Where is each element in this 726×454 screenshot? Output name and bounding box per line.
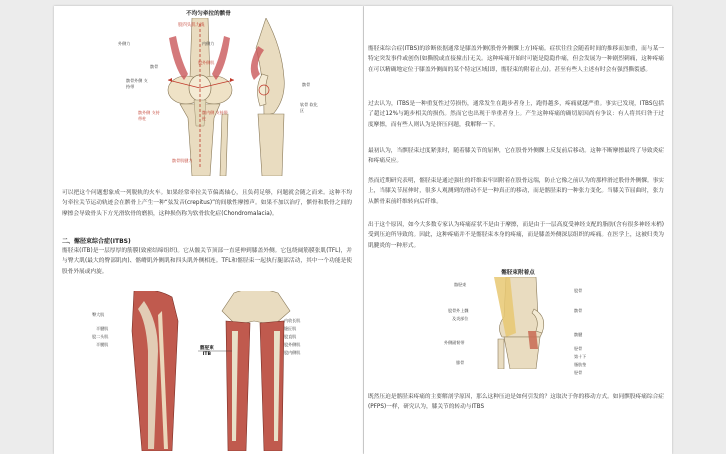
right-paragraph-3: 最初认为，当髌胫束过度紧张时，随着膝关节的屈伸，它在股骨外侧髁上反复前后移动。这种不断摩擦最终了导致炎症和疼痛反应。 xyxy=(368,148,664,165)
figure1-title: 不均匀牵拉的髌骨 xyxy=(186,11,231,17)
vastus-lateralis-label: 股外侧肌 xyxy=(198,60,215,65)
adductor-longus-label: 内收长肌 xyxy=(284,318,301,323)
rectus-femoris-label: 股直肌 xyxy=(284,334,297,339)
lcl-label: 外侧副韧带 xyxy=(444,340,465,345)
left-page xyxy=(54,6,363,454)
right-paragraph-6: 既然压迫是髂胫束疼痛的主要解剖学原因，那么这种压迫是如何引发的？这取决于你的移动方式。如同髌股疼痛综合症(PFPS)一样，研究认为，膝关节的转动与ITBS xyxy=(368,394,664,411)
tibia-label-2: 胫骨 xyxy=(574,370,583,375)
section-title-itbs: 二、髂胫束综合症(ITBS) xyxy=(62,238,131,245)
patella-label: 髌骨 xyxy=(574,308,583,313)
semitendinosus-label: 半腱肌 xyxy=(96,326,109,331)
right-paragraph-1: 髂胫束综合症(ITBS)的诊断依据通常是膝盖外侧(股骨外侧髁上方)疼痛。症状往往会随着时间的推移而加重，而与某一特定突发事件或创伤(如撕脱或直接撞击)无关。这种疼痛开始时可能是隐隐作痛，但会发展为一种剧烈刺痛，这种疼痛在可以精确地定位于膝盖外侧面的某个特定区域(即，髂胫束的附着止点)。甚至有些人主述有时会有强烈撕裂感。 xyxy=(368,46,664,73)
left-paragraph-2: 髂胫束(ITB)是一层厚厚的筋膜(致密结缔组织)。它从髋关节顶部一直延伸到膝盖外侧。它包绕阔筋膜张肌(TFL)，并与臀大肌(最大的臀部肌肉)、髂嵴肌外侧肌和四头肌外侧相连。TFL和髂胫束一起执行腿部活动，其中一个功能是使股骨外展或内旋。 xyxy=(62,248,352,275)
vastus-lateralis-label-2: 股外侧肌 xyxy=(284,342,301,347)
lateral-epicondyle-label: 股骨外上髁 xyxy=(448,308,469,313)
fibula-label: 腓骨 xyxy=(456,360,465,365)
below-label: 第十下 xyxy=(574,354,587,359)
itb-center-label xyxy=(200,346,214,358)
patella-right-label: 髌骨 xyxy=(302,82,311,87)
patellar-tendon-label-2: 髌腱 xyxy=(574,332,583,337)
itb-attachment-diagram xyxy=(476,277,566,369)
right-paragraph-2: 过去认为，ITBS是一种重复性过劳损伤，通常发生在跑步者身上，跑得越多，疼痛就越严重。事实已发现，ITBS包括了超过12%与跑步相关的损伤。然而它也出现于举重者身上。产生这种疼痛的确切原因尚有争议：有人将其归咎于过度摩擦，而有些人则认为是挤压问题，我解释一下。 xyxy=(368,101,664,128)
figure3-title: 髂胫束附着点 xyxy=(501,270,535,276)
left-paragraph-1: 可以把这个问题想象成一列脱轨的火车。如果经常牵拉关节偏离轴心，且负荷足够，问题就会随之而来。这种不均匀牵拉关节运动轨迹会在髌骨上产生一种“弦发音(crepitus)”的间歇性摩擦声。如果不加以治疗，髌骨和股骨之间的摩擦会导致骨头下方光滑软骨的磨损，这种损伤称为软骨软化症(Chondromalacia)。 xyxy=(62,190,352,217)
fat-pad-label: 脂肪垫 xyxy=(574,362,587,367)
right-paragraph-4: 然而近期研究表明，髂胫束是通过强壮的纤维束牢固附着在股骨远端，防止它像之前认为的那样滑过股骨外侧髁。事实上，当膝关节屈伸时，很多人观测到的滑动不是一种真正的移动，而是髂胫束的一种张力变化。当膝关节屈曲时，张力从髌骨束前纤维转向后纤维。 xyxy=(368,178,664,205)
tibia-label: 胫骨 xyxy=(574,346,583,351)
itb-muscle-diagram xyxy=(114,291,334,451)
lateral-support-label: 髌外侧 支持带柱 xyxy=(138,110,160,121)
lateral-force-label: 外侧力 xyxy=(118,41,131,46)
patella-label-left: 髌骨 xyxy=(150,64,159,69)
medial-force-label: 内侧力 xyxy=(202,41,215,46)
itb-label-text: 髂胫束 ITB xyxy=(200,346,214,357)
sartorius-label: 缝匠肌 xyxy=(284,326,297,331)
inflammation-site-label: 及炎部位 xyxy=(452,316,469,321)
quad-line-label: 股四头肌力线 xyxy=(178,23,205,28)
semimembranosus-label: 半膜肌 xyxy=(96,342,109,347)
gluteus-label: 臀大肌 xyxy=(92,312,105,317)
right-paragraph-5: 出于这个原因，如今大多数专家认为疼痛症状不是由于摩擦，而是由于一层高度受神经支配的脂肪(含有很多神经末梢)受到压迫所导致的。因此，这种疼痛并不是髂胫束本身的疼痛，而是膝盖外侧深层组织的疼痛。在医学上，这被归类为肌腱炎的一种形式。 xyxy=(368,222,664,249)
right-page xyxy=(364,6,672,454)
medial-support-label: 髌内侧 支持带柱 xyxy=(202,110,228,121)
femur-label: 股骨 xyxy=(574,288,583,293)
itb-label: 髂胫束 xyxy=(454,282,467,287)
biceps-femoris-label: 股二头肌 xyxy=(92,334,109,339)
cartilage-label: 软骨 软化区 xyxy=(300,102,318,113)
retinaculum-label: 髌骨外侧 支持带 xyxy=(126,78,148,89)
vastus-medialis-label-2: 股内侧肌 xyxy=(284,350,301,355)
patellar-tendon-label: 髌骨肌腱力 xyxy=(172,158,193,163)
